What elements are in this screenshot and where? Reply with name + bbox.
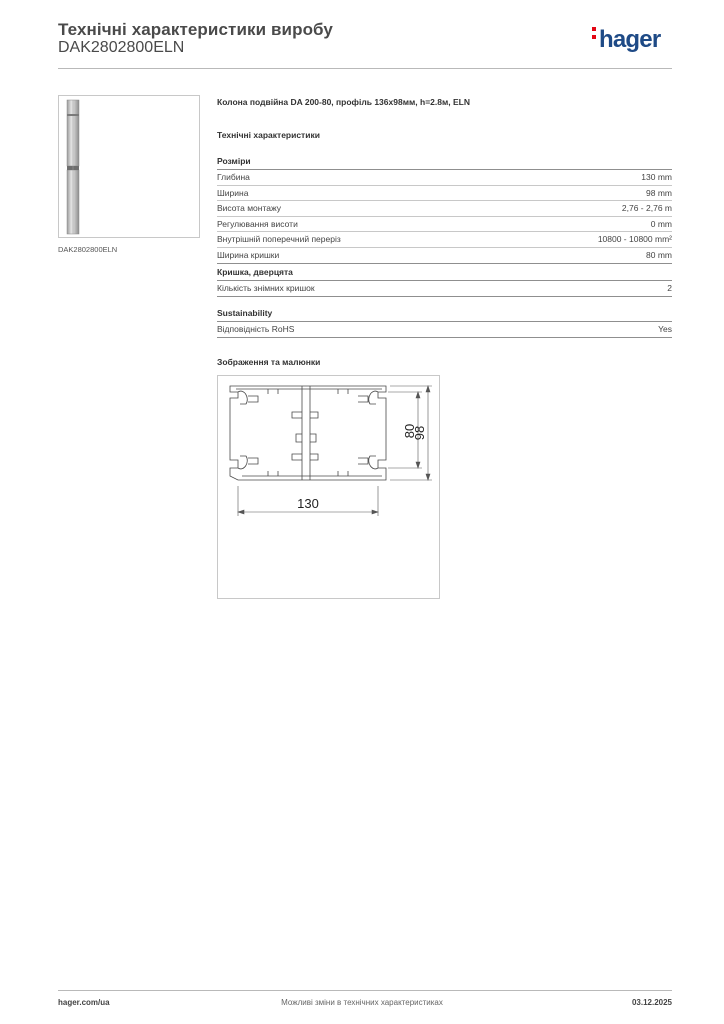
footer-website-link[interactable]: hager.com/ua <box>58 998 110 1007</box>
spec-row <box>217 232 672 248</box>
header-divider <box>58 68 672 69</box>
dim-outer-label: 98 <box>412 425 427 441</box>
specs-heading: Технічні характеристики <box>217 130 320 140</box>
group-title: Розміри <box>217 156 672 170</box>
spec-row <box>217 170 672 186</box>
footer-date: 03.12.2025 <box>631 998 672 1007</box>
footer-divider <box>58 990 672 991</box>
spec-row <box>217 217 672 233</box>
spec-label: Ширина кришки <box>217 249 280 260</box>
spec-label: Глибина <box>217 172 250 182</box>
thumbnail-caption: DAK2802800ELN <box>58 245 118 254</box>
profile-cross-section <box>218 376 439 598</box>
spec-label: Відповідність RoHS <box>217 324 295 334</box>
product-code: DAK2802800ELN <box>58 39 185 56</box>
hager-logo[interactable] <box>592 27 660 52</box>
dim-width-label: 130 <box>297 496 319 511</box>
spec-label: Висота монтажу <box>217 203 282 214</box>
group-title: Sustainability <box>217 308 672 322</box>
spec-value: 10800 - 10800 mm² <box>597 234 672 245</box>
cable-column-image <box>59 96 199 237</box>
spec-group-cover <box>217 267 672 297</box>
dim-inner-label: 80 <box>402 423 417 439</box>
spec-row <box>217 281 672 297</box>
page-title: Технічні характеристики виробу <box>58 20 333 39</box>
product-thumbnail <box>58 95 200 238</box>
product-description: Колона подвійна DA 200-80, профіль 136х98мм, h=2.8м, ELN <box>217 97 470 107</box>
spec-value: 130 mm <box>641 172 672 182</box>
logo-text: hager <box>599 26 661 53</box>
spec-value: 0 mm <box>650 218 672 229</box>
images-heading: Зображення та малюнки <box>217 357 321 367</box>
spec-label: Кількість знімних кришок <box>217 283 315 293</box>
spec-value: 2,76 - 2,76 m <box>621 203 672 214</box>
spec-group-sustainability <box>217 308 672 338</box>
spec-value: 80 mm <box>646 249 672 260</box>
spec-label: Внутрішній поперечний переріз <box>217 234 341 245</box>
spec-group-dimensions <box>217 156 672 264</box>
group-title: Кришка, дверцята <box>217 267 672 281</box>
logo-dots-icon <box>592 27 597 43</box>
spec-label: Ширина <box>217 187 249 198</box>
spec-value: Yes <box>658 324 672 334</box>
spec-row <box>217 248 672 264</box>
spec-value: 98 mm <box>646 187 672 198</box>
spec-row <box>217 186 672 202</box>
footer-note: Можливі зміни в технічних характеристиках <box>281 998 443 1007</box>
technical-drawing <box>217 375 440 599</box>
spec-value: 2 <box>667 283 672 293</box>
spec-label: Регулювання висоти <box>217 218 298 229</box>
spec-row <box>217 201 672 217</box>
spec-row <box>217 322 672 338</box>
